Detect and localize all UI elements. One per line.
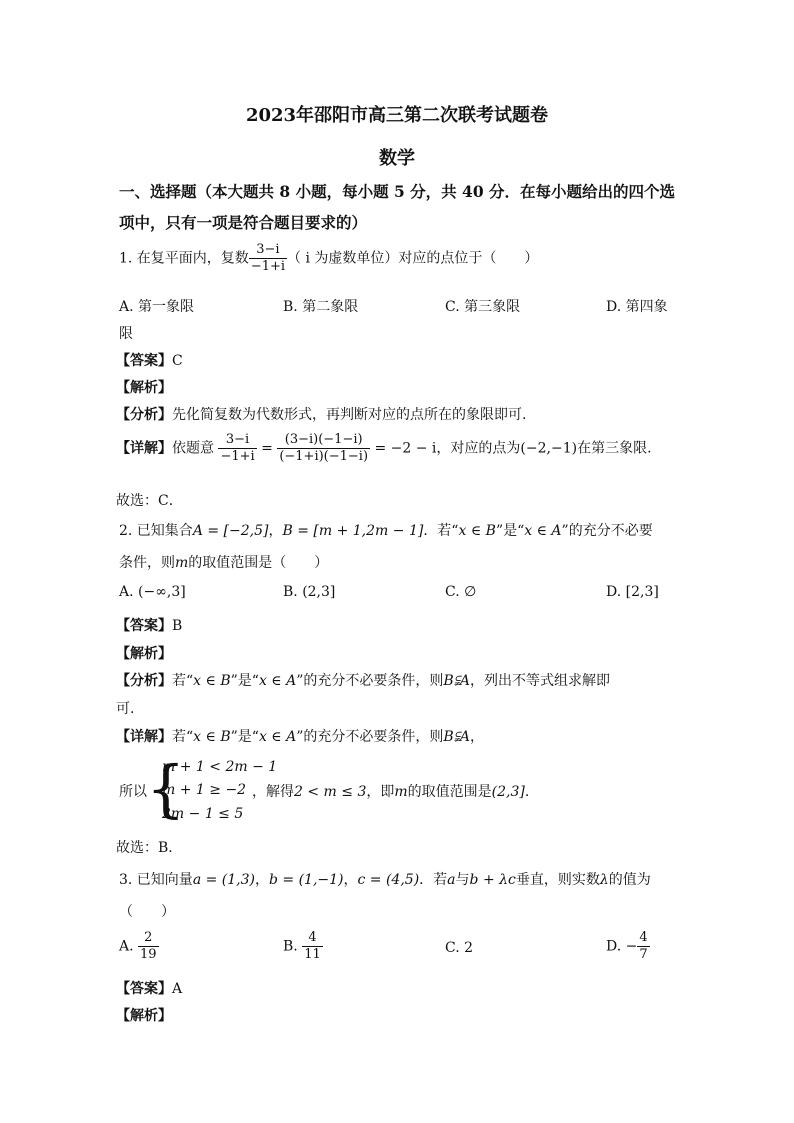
q1-analysis-label: 【解析】 [116,380,172,396]
subject-title: 数学 [379,148,415,169]
q2-fenxi-wrap: 可. [116,701,135,717]
q3-option-b: B. $\frac{4}{11}$ [283,930,321,962]
q2-brace: { [146,752,186,825]
q3-answer: 【答案】A [116,981,183,997]
q2-option-c: C. ∅ [445,584,477,600]
page-title: 2023年邵阳市高三第二次联考试题卷 [245,105,549,126]
q2-option-b: B. (2,3] [283,584,336,600]
q2-analysis-label: 【解析】 [116,646,172,662]
q2-option-a: A. (−∞,3] [119,584,186,600]
q2-inequality-2: m + 1 ≥ −2 [162,782,247,798]
q2-option-d: D. [2,3] [606,584,659,600]
q1-fraction: $\frac{3-i}{-1+i}$ [250,242,286,274]
q2-inequality-3: 2m − 1 ≤ 5 [162,806,244,822]
q1-choose: 故选：C． [116,493,183,509]
q1-prefix: 1. 在复平面内，复数 [119,250,249,267]
q3-option-a: A. $\frac{2}{19}$ [119,930,157,962]
question-2-stem-line1: 2. 已知集合A = [−2,5]，B = [m + 1,2m − 1]．若“x ∈ B”是“x ∈ A”的充分不必要 [119,523,653,539]
section-heading-line2: 项中，只有一项是符合题目要求的） [119,213,368,232]
question-1-stem [119,242,538,275]
question-3-stem: 3. 已知向量a = (1,3)，b = (1,−1)，c = (4,5)．若a与b + λc垂直，则实数λ的值为 [119,872,651,888]
q3-option-d: D. − $\frac{4}{7}$ [606,930,648,962]
q1-answer: 【答案】C [116,353,183,369]
q1-detail-frac1: $\frac{3-i}{-1+i}$ [220,432,255,464]
q2-solution: ，解得2 < m ≤ 3，即m的取值范围是(2,3]. [252,784,530,800]
q1-fenxi: 【分析】先化简复数为代数形式，再判断对应的点所在的象限即可. [116,407,527,423]
q2-choose: 故选：B. [116,840,173,856]
q1-option-c: C. 第三象限 [445,299,521,315]
q3-analysis-label: 【解析】 [116,1008,172,1024]
q1-option-d-wrap: 限 [119,326,133,342]
q1-option-b: B. 第二象限 [283,299,359,315]
q1-suffix: （ i 为虚数单位）对应的点位于（ ） [287,250,539,267]
q3-option-c: C. 2 [445,940,474,956]
q1-option-a: A. 第一象限 [119,299,195,315]
q2-inequality-1: m + 1 < 2m − 1 [162,759,278,775]
question-2-stem-line2: 条件，则m的取值范围是（ ） [119,555,329,571]
q1-option-d: D. 第四象 [606,299,668,315]
q2-so-label: 所以 [119,784,147,800]
section-heading-line1: 一、选择题（本大题共 8 小题，每小题 5 分，共 40 分．在每小题给出的四个选 [119,182,676,201]
q1-detail: 【详解】依题意 $\frac{3-i}{-1+i}$ = $\frac{(3-i)(-1-i)}{(-1+i)(-1-i)}$ = −2 − i，对应的点为(−2,−1)在第三象限. [116,432,652,464]
q3-paren: （ ） [119,904,175,920]
q2-fenxi: 【分析】若“x ∈ B”是“x ∈ A”的充分不必要条件，则B⫋A，列出不等式组求解即 [116,673,610,689]
q2-detail: 【详解】若“x ∈ B”是“x ∈ A”的充分不必要条件，则B⫋A， [116,729,484,745]
q1-detail-frac2: $\frac{(3-i)(-1-i)}{(-1+i)(-1-i)}$ [279,432,369,464]
q2-answer: 【答案】B [116,618,183,634]
